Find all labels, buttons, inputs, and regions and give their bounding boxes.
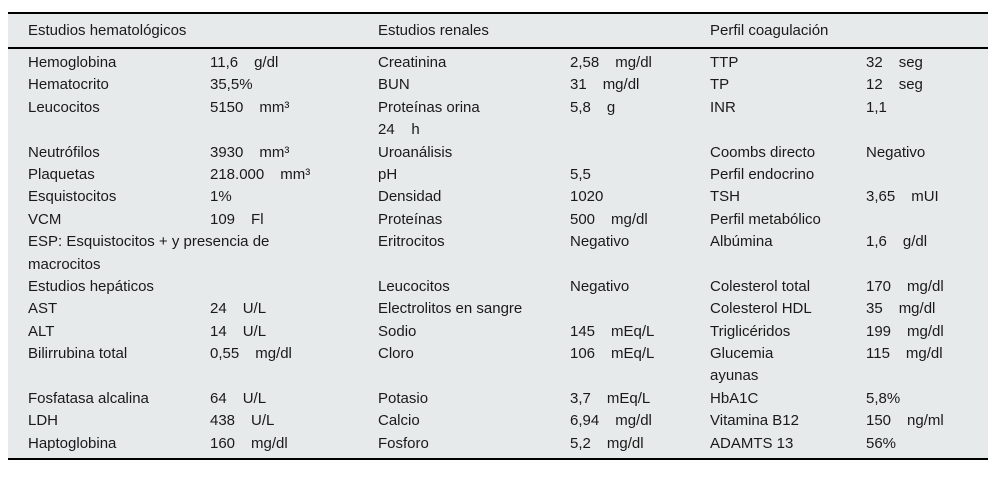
table-cell	[28, 186, 378, 208]
row-value: 199	[866, 322, 892, 340]
row-unit: Fl	[251, 210, 264, 228]
table-cell	[710, 186, 988, 208]
table-cell	[28, 142, 378, 164]
row-label: Bilirrubina total	[28, 345, 128, 363]
row-unit: mm³	[259, 98, 290, 116]
row-unit: U/L	[242, 322, 267, 340]
table-cell	[710, 209, 988, 231]
row-label: LDH	[28, 412, 59, 430]
row-value: 5,8%	[866, 389, 901, 407]
table-line	[28, 433, 988, 455]
table-cell	[710, 74, 988, 96]
row-value: 24	[210, 300, 227, 318]
row-value: 1%	[210, 188, 232, 206]
row-label: Proteínas orina	[378, 98, 480, 116]
row-label: HbA1C	[710, 389, 759, 407]
row-value: Negativo	[570, 277, 630, 295]
row-label: VCM	[28, 210, 62, 228]
row-unit: mg/dl	[907, 277, 944, 295]
row-label: Proteínas	[378, 210, 443, 228]
row-label: Colesterol HDL	[710, 300, 812, 318]
table-cell	[378, 52, 710, 74]
table-cell	[378, 321, 710, 343]
row-label: Albúmina	[710, 233, 773, 251]
row-unit: g	[606, 98, 616, 116]
table-line	[28, 276, 988, 298]
row-value: 115	[866, 345, 890, 363]
table-cell	[710, 52, 988, 74]
row-value: 5,8	[570, 98, 591, 116]
row-value: Negativo	[866, 143, 926, 161]
table-cell	[28, 254, 378, 276]
row-value: 160	[210, 434, 236, 452]
row-value: 5,2	[570, 434, 591, 452]
row-unit: mg/dl	[898, 300, 936, 318]
row-value: 170	[866, 277, 892, 295]
row-unit: U/L	[251, 412, 275, 430]
table-cell	[710, 410, 988, 432]
row-label: Esquistocitos	[28, 188, 117, 206]
row-unit: mg/dl	[611, 210, 648, 228]
row-unit: mg/dl	[615, 54, 652, 71]
table-cell	[710, 298, 988, 320]
row-unit: mg/dl	[606, 434, 644, 452]
row-label: ESP: Esquistocitos + y presencia de	[28, 233, 270, 251]
row-unit: mg/dl	[905, 345, 943, 363]
row-label: Fosforo	[378, 434, 429, 452]
column-header-hematologicos: Estudios hematológicos	[28, 22, 187, 39]
row-label: Sodio	[378, 322, 417, 340]
row-value: Negativo	[570, 233, 630, 251]
row-unit: mg/dl	[255, 345, 292, 363]
table-line	[28, 186, 988, 208]
row-label: Vitamina B12	[710, 412, 799, 430]
row-value: 3,65	[866, 188, 896, 206]
row-label: BUN	[378, 76, 410, 94]
table-cell	[378, 186, 710, 208]
table-cell	[28, 231, 378, 253]
row-unit: U/L	[242, 389, 267, 407]
row-value: 14	[210, 322, 227, 340]
row-value: 3930	[210, 143, 244, 161]
table-line	[28, 231, 988, 253]
table-line	[28, 74, 988, 96]
row-unit: mEq/L	[606, 389, 651, 407]
row-unit: g/dl	[902, 233, 928, 251]
table-line	[28, 97, 988, 119]
table-cell	[378, 119, 710, 141]
row-unit: mg/dl	[251, 434, 288, 452]
table-cell	[28, 209, 378, 231]
table-cell	[378, 433, 710, 455]
row-value: 64	[210, 389, 227, 407]
row-label: Haptoglobina	[28, 434, 117, 452]
row-value: 109	[210, 210, 236, 228]
row-value: 5150	[210, 98, 244, 116]
row-label: 24 h	[378, 121, 420, 139]
table-cell	[28, 321, 378, 343]
row-label: Fosfatasa alcalina	[28, 389, 149, 407]
table-line	[28, 52, 988, 74]
table-line	[28, 142, 988, 164]
row-label: Eritrocitos	[378, 233, 445, 251]
row-value: 106	[570, 345, 596, 363]
table-cell	[28, 74, 378, 96]
row-value: 1,6	[866, 233, 887, 251]
row-label: Creatinina	[378, 54, 447, 71]
table-cell	[28, 410, 378, 432]
table-cell	[28, 298, 378, 320]
table-cell	[28, 52, 378, 74]
row-label: Cloro	[378, 345, 414, 363]
table-line	[28, 209, 988, 231]
table-cell	[710, 388, 988, 410]
row-label: Estudios hepáticos	[28, 277, 154, 295]
row-value: 31	[570, 76, 587, 94]
table-cell	[710, 164, 988, 186]
table-cell	[378, 231, 710, 253]
row-value: 438	[210, 412, 236, 430]
row-value: 1020	[570, 188, 604, 206]
row-unit: U/L	[242, 300, 267, 318]
row-unit: mg/dl	[602, 76, 640, 94]
table-line	[28, 254, 988, 276]
table-body	[8, 49, 988, 458]
row-unit: mm³	[259, 143, 290, 161]
table-cell	[28, 433, 378, 455]
table-cell	[378, 276, 710, 298]
row-label: Triglicéridos	[710, 322, 791, 340]
row-label: TTP	[710, 54, 739, 71]
row-value: 145	[570, 322, 596, 340]
row-label: ayunas	[710, 367, 759, 385]
table-cell	[378, 74, 710, 96]
row-value: 35	[866, 300, 883, 318]
table-line	[28, 410, 988, 432]
row-value: 1,1	[866, 98, 887, 116]
row-label: Calcio	[378, 412, 420, 430]
row-unit: seg	[898, 76, 923, 94]
row-label: Perfil metabólico	[710, 210, 821, 228]
row-label: Leucocitos	[378, 277, 450, 295]
table-cell	[378, 164, 710, 186]
row-label: macrocitos	[28, 255, 101, 273]
table-cell	[710, 343, 988, 365]
row-value: 5,5	[570, 165, 591, 183]
table-cell	[710, 231, 988, 253]
row-value: 56%	[866, 434, 897, 452]
row-label: Leucocitos	[28, 98, 100, 116]
row-label: Uroanálisis	[378, 143, 453, 161]
table-cell	[378, 410, 710, 432]
row-label: INR	[710, 98, 736, 116]
row-unit: ng/ml	[907, 412, 944, 430]
table-cell	[710, 276, 988, 298]
row-unit: mg/dl	[615, 412, 652, 430]
row-value: 2,58	[570, 54, 600, 71]
row-unit: mEq/L	[611, 345, 655, 363]
row-label: pH	[378, 165, 398, 183]
row-label: Coombs directo	[710, 143, 816, 161]
row-value: 500	[570, 210, 596, 228]
table-line	[28, 388, 988, 410]
row-label: TSH	[710, 188, 740, 206]
table-cell	[28, 388, 378, 410]
table-cell	[378, 298, 710, 320]
row-unit: mg/dl	[907, 322, 944, 340]
row-value: 150	[866, 412, 892, 430]
table-cell	[378, 209, 710, 231]
row-label: Hematocrito	[28, 76, 109, 94]
row-label: Densidad	[378, 188, 442, 206]
table-line	[28, 119, 988, 141]
table-cell	[710, 365, 988, 387]
row-label: Electrolitos en sangre	[378, 300, 523, 318]
row-label: Plaquetas	[28, 165, 95, 183]
row-unit: mUI	[911, 188, 939, 206]
lab-results-table	[8, 12, 988, 460]
row-label: Potasio	[378, 389, 429, 407]
table-cell	[28, 164, 378, 186]
table-cell	[28, 276, 378, 298]
row-value: 11,6	[210, 54, 239, 71]
row-value: 0,55	[210, 345, 240, 363]
table-cell	[28, 97, 378, 119]
row-value: 32	[866, 54, 883, 71]
table-cell	[28, 343, 378, 365]
table-cell	[378, 142, 710, 164]
table-cell	[378, 343, 710, 365]
table-cell	[710, 321, 988, 343]
table-line	[28, 298, 988, 320]
row-unit: seg	[898, 54, 923, 71]
table-cell	[710, 97, 988, 119]
row-value: 6,94	[570, 412, 600, 430]
table-line	[28, 164, 988, 186]
row-label: TP	[710, 76, 730, 94]
table-cell	[710, 433, 988, 455]
row-value: 35,5%	[210, 76, 253, 94]
row-label: ADAMTS 13	[710, 434, 794, 452]
table-line	[28, 365, 988, 387]
row-unit: g/dl	[254, 54, 279, 71]
row-unit: mm³	[280, 165, 311, 183]
row-label: Perfil endocrino	[710, 165, 815, 183]
row-label: Hemoglobina	[28, 54, 117, 71]
column-header-coagulacion: Perfil coagulación	[710, 22, 829, 39]
row-value: 218.000	[210, 165, 265, 183]
row-label: Neutrófilos	[28, 143, 100, 161]
row-value: 12	[866, 76, 883, 94]
row-label: Glucemia	[710, 345, 774, 363]
row-label: ALT	[28, 322, 55, 340]
row-unit: mEq/L	[611, 322, 655, 340]
column-header-renales: Estudios renales	[378, 22, 489, 39]
table-cell	[710, 142, 988, 164]
table-line	[28, 343, 988, 365]
table-line	[28, 321, 988, 343]
table-cell	[378, 97, 710, 119]
table-header-row	[8, 14, 988, 49]
row-label: Colesterol total	[710, 277, 811, 295]
table-cell	[378, 388, 710, 410]
row-value: 3,7	[570, 389, 591, 407]
row-label: AST	[28, 300, 58, 318]
